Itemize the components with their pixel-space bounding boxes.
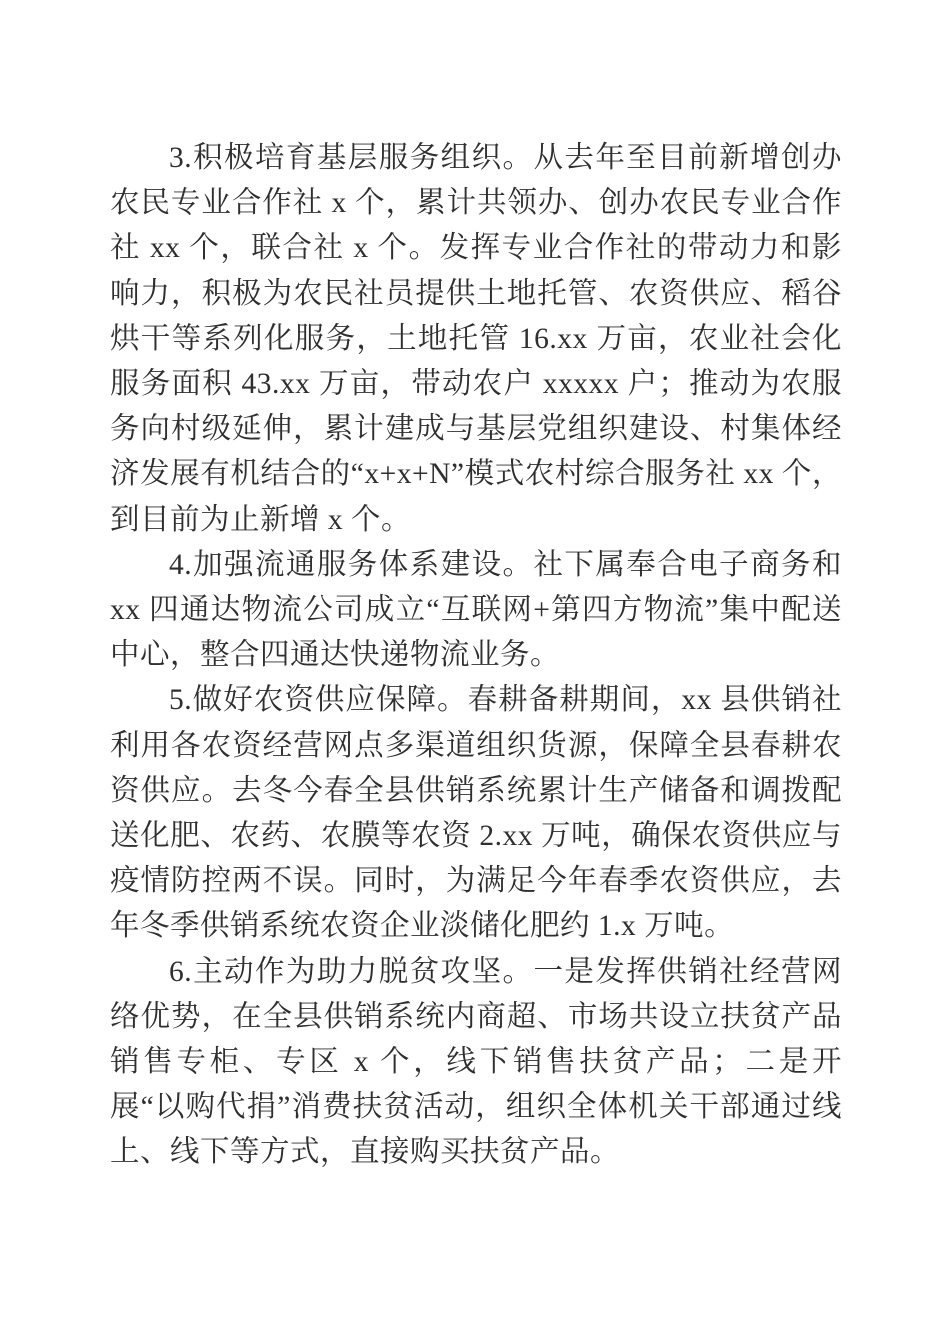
paragraph-item-5: 5.做好农资供应保障。春耕备耕期间，xx 县供销社利用各农资经营网点多渠道组织货源，保障全县春耕农资供应。去冬今春全县供销系统累计生产储备和调拨配送化肥、农药、农膜等农资 2.xx 万吨，确保农资供应与疫情防控两不误。同时，为满足今年春季农资供应，去年冬季供销系统农资企业淡储化肥约 1.x 万吨。: [110, 684, 842, 943]
document-body: [110, 136, 842, 1176]
paragraph-item-4: 4.加强流通服务体系建设。社下属奉合电子商务和 xx 四通达物流公司成立“互联网+第四方物流”集中配送中心，整合四通达快递物流业务。: [110, 548, 842, 672]
paragraph-item-6: 6.主动作为助力脱贫攻坚。一是发挥供销社经营网络优势，在全县供销系统内商超、市场共设立扶贫产品销售专柜、专区 x 个，线下销售扶贫产品；二是开展“以购代捐”消费扶贫活动，组织全体机关干部通过线上、线下等方式，直接购买扶贫产品。: [110, 955, 842, 1169]
paragraph-item-3: 3.积极培育基层服务组织。从去年至目前新增创办农民专业合作社 x 个，累计共领办、创办农民专业合作社 xx 个，联合社 x 个。发挥专业合作社的带动力和影响力，积极为农民社员提供土地托管、农资供应、稻谷烘干等系列化服务，土地托管 16.xx 万亩，农业社会化服务面积 43.xx 万亩，带动农户 xxxxx 户；推动为农服务向村级延伸，累计建成与基层党组织建设、村集体经济发展有机结合的“x+x+N”模式农村综合服务社 xx 个，到目前为止新增 x 个。: [110, 142, 842, 536]
